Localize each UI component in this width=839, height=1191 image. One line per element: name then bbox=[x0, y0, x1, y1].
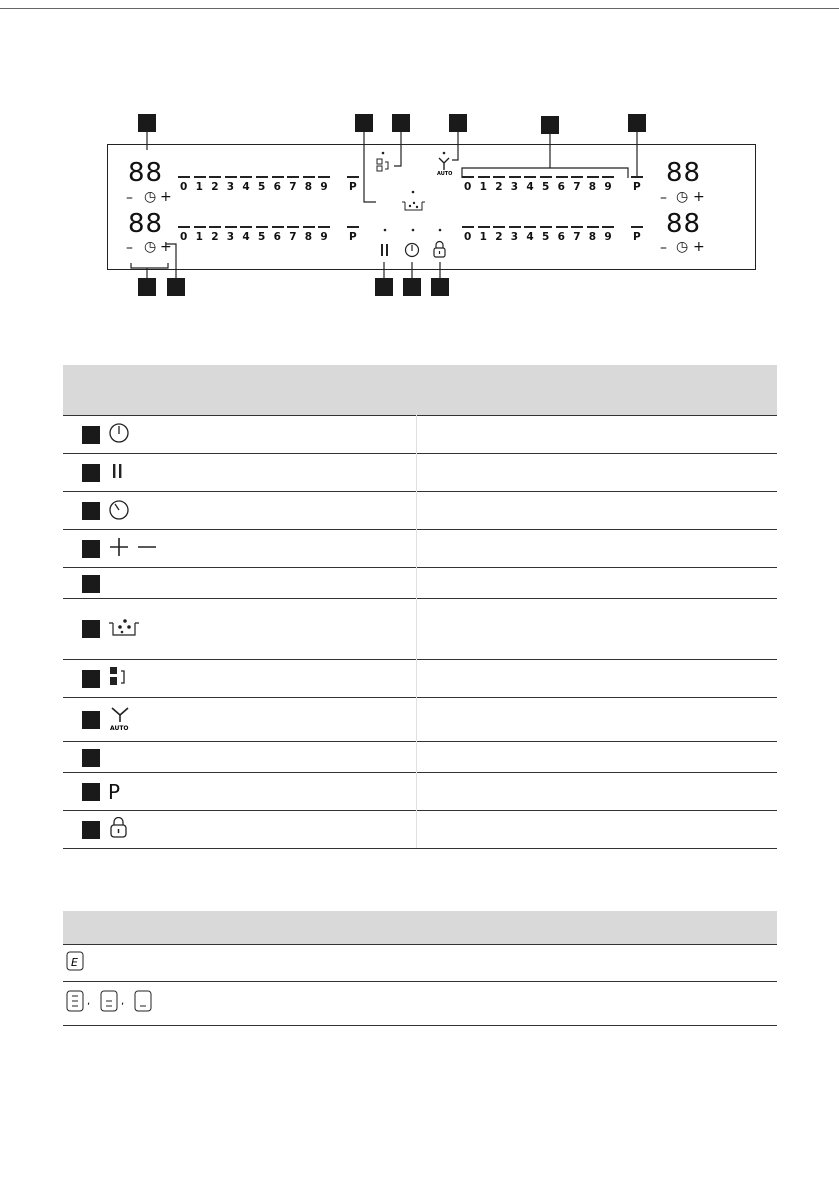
level-label: 2 bbox=[211, 231, 219, 243]
level-bar[interactable] bbox=[556, 226, 568, 228]
level-label: 1 bbox=[195, 181, 203, 193]
level-label: 0 bbox=[464, 231, 472, 243]
level-label: 8 bbox=[588, 181, 597, 193]
level-label: 9 bbox=[604, 181, 612, 193]
level-bar[interactable] bbox=[571, 176, 583, 178]
level-label: 6 bbox=[273, 231, 281, 243]
level-bar[interactable] bbox=[493, 226, 505, 228]
table-header bbox=[63, 365, 777, 416]
level-bar[interactable] bbox=[587, 176, 599, 178]
row-number-marker bbox=[82, 575, 100, 593]
level-label: 9 bbox=[320, 181, 328, 193]
row-number-marker bbox=[82, 502, 100, 520]
level-label: 2 bbox=[211, 181, 219, 193]
power-icon[interactable] bbox=[406, 244, 419, 257]
level-bar[interactable] bbox=[478, 226, 490, 228]
table-row bbox=[63, 660, 777, 698]
level-bar[interactable] bbox=[347, 176, 359, 178]
level-bar[interactable] bbox=[256, 226, 268, 228]
level-bar[interactable] bbox=[631, 226, 643, 228]
level-bar[interactable] bbox=[587, 226, 599, 228]
table-row bbox=[63, 945, 777, 982]
level-label: 6 bbox=[557, 231, 565, 243]
right-rear-minus[interactable]: – bbox=[660, 240, 667, 256]
level-label: P bbox=[633, 181, 641, 193]
level-bar[interactable] bbox=[602, 226, 614, 228]
table-row bbox=[63, 773, 777, 811]
level-bar[interactable] bbox=[631, 176, 643, 178]
timer-icon[interactable]: ◷ bbox=[676, 189, 689, 205]
left-front-display: 88 bbox=[128, 158, 164, 188]
level-label: 9 bbox=[320, 231, 328, 243]
level-label: P bbox=[633, 231, 641, 243]
level-label: 9 bbox=[604, 231, 612, 243]
right-rear-display: 88 bbox=[666, 209, 702, 239]
row-number-marker bbox=[82, 670, 100, 688]
level-label: 0 bbox=[180, 181, 188, 193]
table-row bbox=[63, 416, 777, 454]
level-label: 5 bbox=[258, 231, 266, 243]
residual-heat-icons bbox=[66, 989, 166, 1015]
pot-bubbles-icon[interactable] bbox=[402, 202, 425, 210]
level-bar[interactable] bbox=[303, 176, 315, 178]
level-bar[interactable] bbox=[571, 226, 583, 228]
level-label: 6 bbox=[273, 181, 281, 193]
level-bar[interactable] bbox=[602, 176, 614, 178]
plus-minus-icon bbox=[108, 536, 158, 562]
lock-icon bbox=[108, 817, 130, 843]
level-bar[interactable] bbox=[256, 176, 268, 178]
row-number-marker bbox=[82, 749, 100, 767]
level-label: 1 bbox=[479, 181, 487, 193]
level-label: 4 bbox=[242, 181, 250, 193]
level-bar[interactable] bbox=[287, 226, 299, 228]
level-label: P bbox=[349, 181, 357, 193]
level-label: 5 bbox=[258, 181, 266, 193]
level-bar[interactable] bbox=[524, 226, 536, 228]
level-bar[interactable] bbox=[272, 176, 284, 178]
level-label: 1 bbox=[479, 231, 487, 243]
level-bar[interactable] bbox=[225, 226, 237, 228]
level-bar[interactable] bbox=[540, 176, 552, 178]
svg-text:E: E bbox=[71, 956, 78, 969]
level-bar[interactable] bbox=[318, 226, 330, 228]
power-icon bbox=[108, 422, 130, 448]
bridge-icon bbox=[108, 665, 130, 693]
level-bar[interactable] bbox=[347, 226, 359, 228]
svg-text:AUTO: AUTO bbox=[110, 724, 129, 731]
level-label: 2 bbox=[495, 231, 503, 243]
level-label: 8 bbox=[304, 181, 313, 193]
level-bar[interactable] bbox=[524, 176, 536, 178]
level-bar[interactable] bbox=[178, 226, 190, 228]
level-label: 3 bbox=[510, 231, 519, 243]
hob-hood-auto-icon bbox=[108, 705, 132, 735]
table-row bbox=[63, 492, 777, 530]
level-bar[interactable] bbox=[272, 226, 284, 228]
row-number-marker bbox=[82, 620, 100, 638]
left-front-minus[interactable]: – bbox=[126, 190, 133, 206]
table-row bbox=[63, 568, 777, 599]
table-row bbox=[63, 698, 777, 742]
level-label: 8 bbox=[588, 231, 597, 243]
level-bar[interactable] bbox=[178, 176, 190, 178]
row-number-marker bbox=[82, 783, 100, 801]
level-label: 5 bbox=[542, 181, 550, 193]
level-bar[interactable] bbox=[540, 226, 552, 228]
table-row bbox=[63, 454, 777, 492]
level-label: 7 bbox=[573, 181, 581, 193]
left-front-plus[interactable]: + bbox=[160, 189, 172, 205]
timer-icon[interactable]: ◷ bbox=[144, 189, 157, 205]
timer-icon bbox=[108, 498, 130, 524]
right-front-display: 88 bbox=[666, 158, 702, 188]
right-front-plus[interactable]: + bbox=[693, 189, 705, 205]
level-bar[interactable] bbox=[225, 176, 237, 178]
center-icons bbox=[374, 150, 464, 266]
level-bar[interactable] bbox=[509, 226, 521, 228]
level-label: 7 bbox=[289, 231, 297, 243]
level-label: 3 bbox=[226, 231, 235, 243]
table-row bbox=[63, 811, 777, 849]
level-bar[interactable] bbox=[209, 176, 221, 178]
table-header bbox=[63, 911, 777, 945]
timer-icon[interactable]: ◷ bbox=[144, 239, 157, 255]
level-label: 8 bbox=[304, 231, 313, 243]
level-label: 2 bbox=[495, 181, 503, 193]
level-label: 3 bbox=[510, 181, 519, 193]
level-bar[interactable] bbox=[194, 226, 206, 228]
level-bar[interactable] bbox=[194, 176, 206, 178]
level-label: 4 bbox=[526, 181, 534, 193]
level-label: 5 bbox=[542, 231, 550, 243]
level-label: 7 bbox=[573, 231, 581, 243]
level-bar[interactable] bbox=[209, 226, 221, 228]
svg-text:AUTO: AUTO bbox=[437, 171, 453, 177]
level-label: 6 bbox=[557, 181, 565, 193]
table-row bbox=[63, 599, 777, 660]
level-label: 7 bbox=[289, 181, 297, 193]
level-bar[interactable] bbox=[478, 176, 490, 178]
row-number-marker bbox=[82, 426, 100, 444]
level-bar[interactable] bbox=[240, 176, 252, 178]
row-number-marker bbox=[82, 821, 100, 839]
level-bar[interactable] bbox=[556, 176, 568, 178]
table-row bbox=[63, 742, 777, 773]
level-label: 0 bbox=[464, 181, 472, 193]
controls-table bbox=[63, 365, 777, 849]
lock-icon[interactable] bbox=[434, 242, 445, 258]
row-number-marker bbox=[82, 464, 100, 482]
table-row bbox=[63, 530, 777, 568]
level-label: 0 bbox=[180, 231, 188, 243]
level-label: P bbox=[349, 231, 357, 243]
powerboost-icon: P bbox=[108, 779, 121, 804]
bridge-icon[interactable] bbox=[377, 159, 388, 171]
level-bar[interactable] bbox=[303, 226, 315, 228]
left-rear-minus[interactable]: – bbox=[126, 240, 133, 256]
row-number-marker bbox=[82, 540, 100, 558]
right-rear-plus[interactable]: + bbox=[693, 239, 705, 255]
row-number-marker bbox=[82, 711, 100, 729]
hob-hood-auto-icon[interactable] bbox=[437, 158, 452, 177]
level-label: 4 bbox=[526, 231, 534, 243]
pause-icon bbox=[108, 460, 130, 486]
timer-icon[interactable]: ◷ bbox=[676, 239, 689, 255]
level-label: 3 bbox=[226, 181, 235, 193]
svg-text:,: , bbox=[87, 995, 91, 1007]
level-label: 1 bbox=[195, 231, 203, 243]
display-table bbox=[63, 911, 777, 1026]
level-label: 4 bbox=[242, 231, 250, 243]
level-bar[interactable] bbox=[287, 176, 299, 178]
level-bar[interactable] bbox=[240, 226, 252, 228]
left-rear-display: 88 bbox=[128, 209, 164, 239]
pause-icon[interactable] bbox=[381, 244, 388, 256]
table-row bbox=[63, 982, 777, 1026]
column-divider bbox=[416, 413, 417, 848]
right-front-minus[interactable]: – bbox=[660, 190, 667, 206]
level-bar[interactable] bbox=[509, 176, 521, 178]
level-bar[interactable] bbox=[318, 176, 330, 178]
pot-bubbles-icon bbox=[108, 615, 142, 643]
left-rear-plus[interactable]: + bbox=[160, 239, 172, 255]
level-bar[interactable] bbox=[493, 176, 505, 178]
svg-text:,: , bbox=[121, 995, 125, 1007]
error-e-icon bbox=[66, 950, 86, 972]
